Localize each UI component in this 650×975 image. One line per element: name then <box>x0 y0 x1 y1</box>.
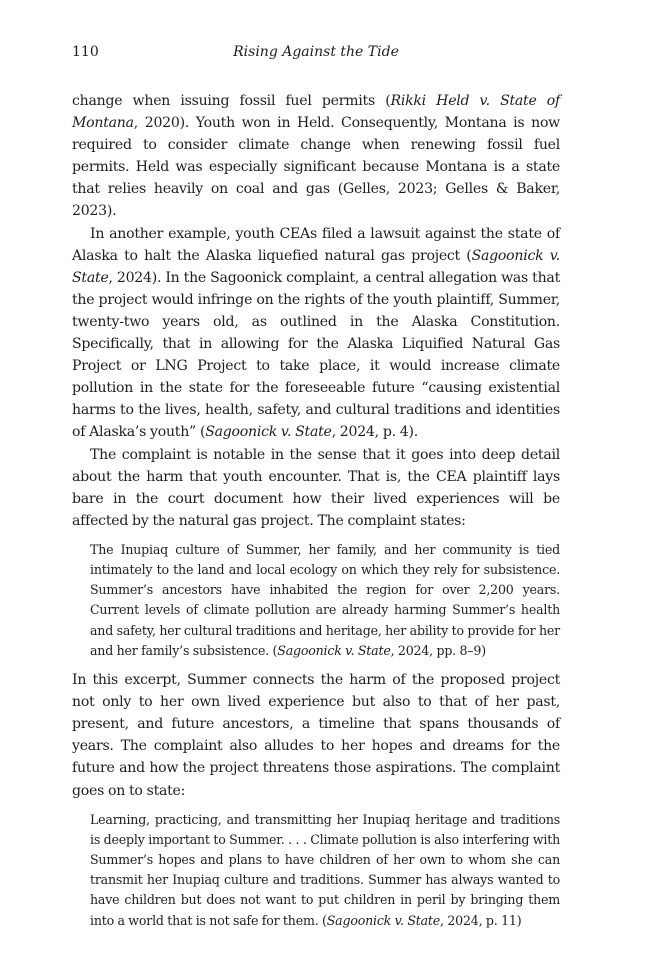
text-run: , 2024, pp. 8–9) <box>390 642 486 658</box>
text-run: , 2024, p. 4). <box>331 424 418 441</box>
italic-citation: Sagoonick v. State <box>326 912 441 928</box>
block-quote <box>90 540 560 661</box>
text-run: In this excerpt, Summer connects the harm of the proposed project not only to her own lived experience but also to that of her past, present, and future ancestors, a timeline that spans thousands of years. The complaint also alludes to her hopes and dreams for the future and how the project threatens those aspirations. The complaint goes on to state: <box>72 672 560 799</box>
text-run: , 2024, p. 11) <box>440 912 522 928</box>
italic-citation: Rikki Held v. State of Montana <box>72 93 560 132</box>
text-run: , 2024). In the Sagoonick complaint, a central allegation was that the project would infringe on the rights of the youth plaintiff, Summer, twenty-two years old, as outlined in the Alaska Constitution. Specifically, that in allowing for the Alaska Liquified Natural Gas Project or LNG Project to take place, it would increase climate pollution in the state for the foreseeable future “causing existential harms to the lives, health, safety, and cultural traditions and identities of Alaska’s youth” ( <box>72 269 560 441</box>
body-paragraph <box>72 223 560 444</box>
body-paragraph <box>72 444 560 532</box>
italic-citation: Sagoonick v. State <box>72 247 560 286</box>
text-run: The complaint is notable in the sense that it goes into deep detail about the harm that youth encounter. That is, the CEA plaintiff lays bare in the court document how their lived experiences will be affected by the natural gas project. The complaint states: <box>72 446 560 529</box>
running-title: Rising Against the Tide <box>233 44 399 60</box>
italic-citation: Sagoonick v. State <box>205 424 332 441</box>
text-run: , 2020). Youth won in Held. Consequently, Montana is now required to consider climate change when renewing fossil fuel permits. Held was especially significant because Montana is a state that relies heavily on coal and gas (Gelles, 2023; Gelles & Baker, 2023). <box>72 115 560 220</box>
text-run: change when issuing fossil fuel permits ( <box>72 93 391 109</box>
body-text <box>72 90 560 939</box>
running-head <box>72 44 560 66</box>
block-quote <box>90 810 560 931</box>
text-run: The Inupiaq culture of Summer, her family, and her community is tied intimately to the land and local ecology on which they rely for subsistence. Summer’s ancestors have inhabited the region for over 2,200 years. Current levels of climate pollution are already harming Summer’s health and safety, her cultural traditions and heritage, her ability to provide for her and her family’s subsistence. ( <box>90 541 560 658</box>
text-run: Learning, practicing, and transmitting her Inupiaq heritage and traditions is deeply important to Summer. . . . Climate pollution is also interfering with Summer’s hopes and plans to have children of her own to whom she can transmit her Inupiaq culture and traditions. Summer has always wanted to have children but does not want to put children in peril by bringing them into a world that is not safe for them. ( <box>90 811 560 928</box>
italic-citation: Sagoonick v. State <box>277 642 391 658</box>
text-run: In another example, youth CEAs filed a lawsuit against the state of Alaska to halt the Alaska liquefied natural gas project ( <box>72 225 560 264</box>
body-paragraph <box>72 669 560 802</box>
body-paragraph <box>72 90 560 223</box>
page-number: 110 <box>72 44 99 60</box>
